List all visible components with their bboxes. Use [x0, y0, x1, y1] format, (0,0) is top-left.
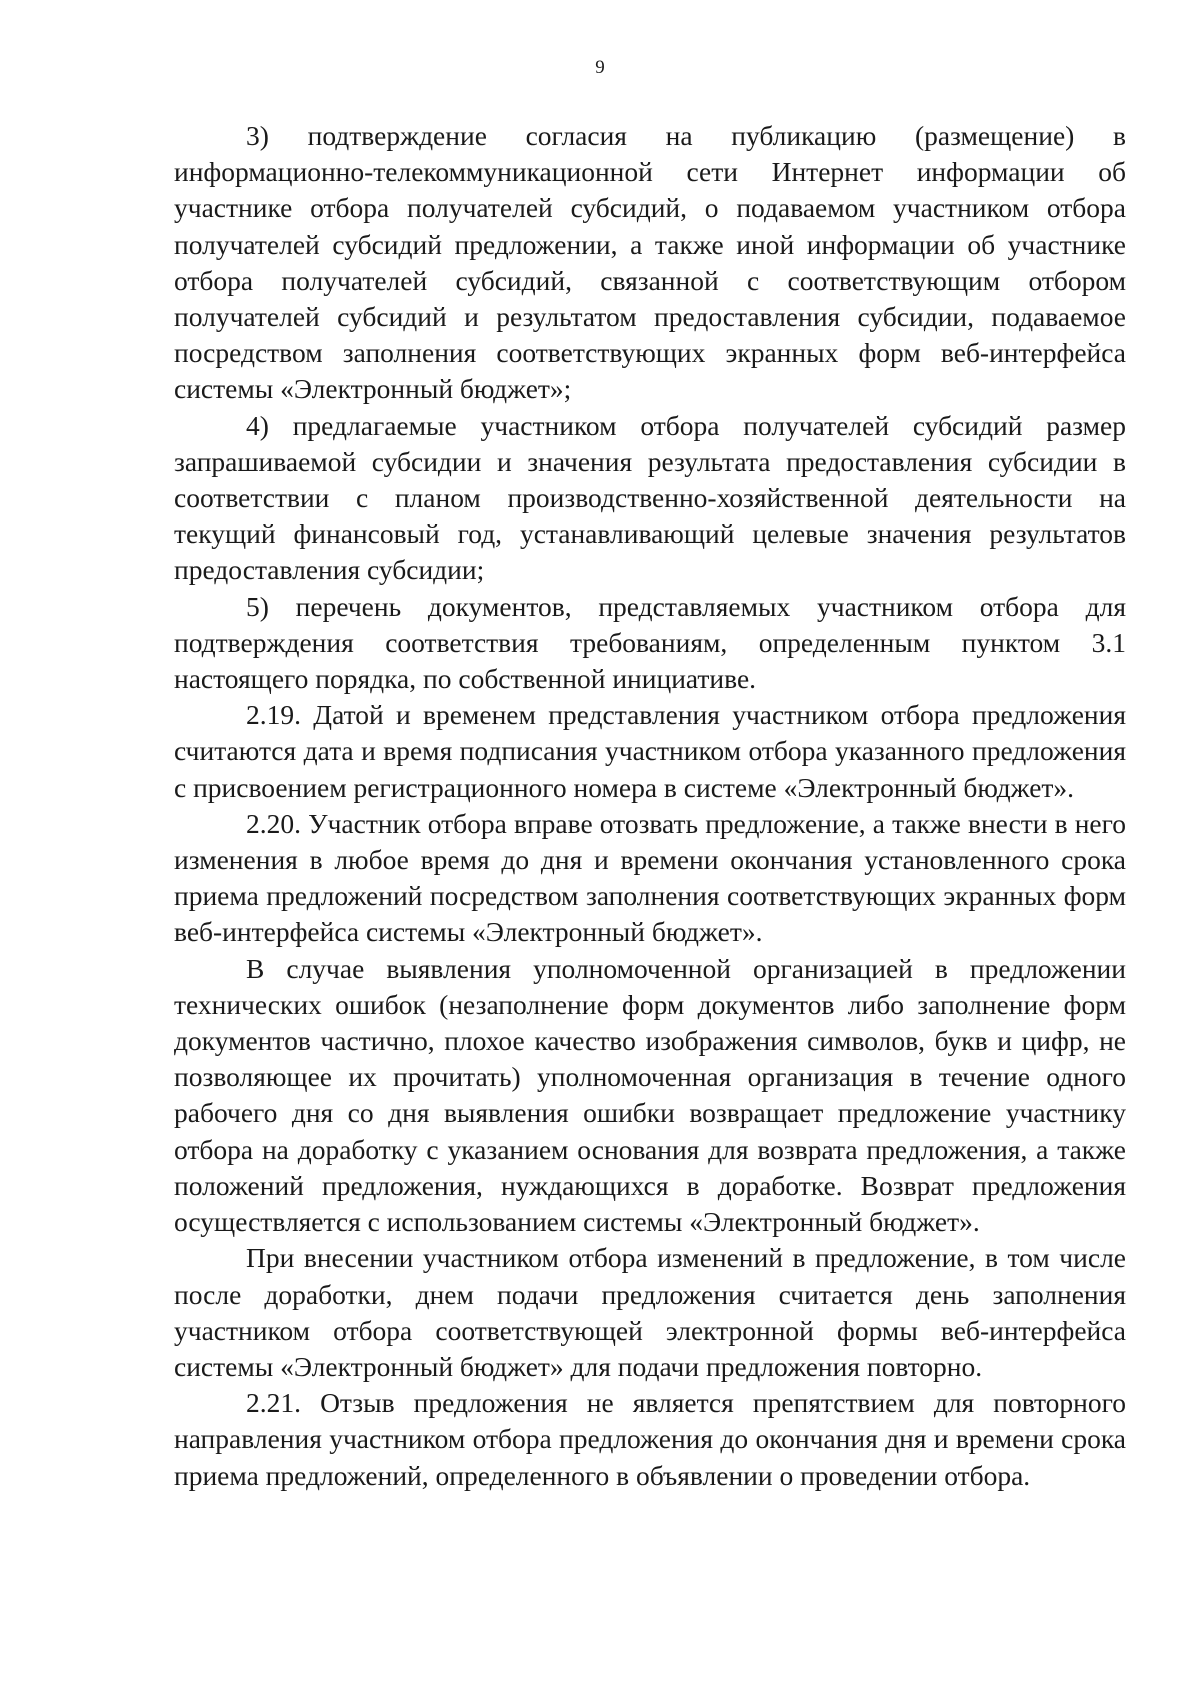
- paragraph-clause-2-19: 2.19. Датой и временем представления участником отбора предложения считаются дата и время подписания участником отбора указанного предложения с присвоением регистрационного номера в системе «Электронный бюджет».: [174, 699, 1126, 803]
- paragraph-clause-2-21: 2.21. Отзыв предложения не является препятствием для повторного направления участником отбора предложения до окончания дня и времени срока приема предложений, определенного в объявлении о проведении отбора.: [174, 1387, 1126, 1491]
- paragraph-item-5-document-list: 5) перечень документов, представляемых участником отбора для подтверждения соответствия требованиям, определенным пунктом 3.1 настоящего порядка, по собственной инициативе.: [174, 590, 1126, 695]
- page-number: 9: [595, 57, 605, 78]
- paragraph-item-4-subsidy-size: 4) предлагаемые участником отбора получателей субсидий размер запрашиваемой субсидии и значения результата предоставления субсидии в соответствии с планом производственно-хозяйственной деятельности на текущий финансовый год, устанавливающий целевые значения результатов предоставления субсидии;: [174, 409, 1126, 586]
- paragraph-technical-errors: В случае выявления уполномоченной организацией в предложении технических ошибок (незаполнение форм документов либо заполнение форм документов частично, плохое качество изображения символов, букв и цифр, не позволяющее их прочитать) уполномоченная организация в течение одного рабочего дня со дня выявления ошибки возвращает предложение участнику отбора на доработку с указанием основания для возврата предложения, а также положений предложения, нуждающихся в доработке. Возврат предложения осуществляется с использованием системы «Электронный бюджет».: [174, 952, 1126, 1238]
- paragraph-clause-2-20: 2.20. Участник отбора вправе отозвать предложение, а также внести в него изменения в любое время до дня и времени окончания установленного срока приема предложений посредством заполнения соответствующих экранных форм веб-интерфейса системы «Электронный бюджет».: [174, 807, 1126, 948]
- paragraph-item-3-consent: 3) подтверждение согласия на публикацию (размещение) в информационно-телекоммуникационной сети Интернет информации об участнике отбора получателей субсидий, о подаваемом участником отбора получателей субсидий предложении, а также иной информации об участнике отбора получателей субсидий, связанной с соответствующим отбором получателей субсидий и результатом предоставления субсидии, подаваемое посредством заполнения соответствующих экранных форм веб-интерфейса системы «Электронный бюджет»;: [174, 120, 1126, 405]
- paragraph-changes-submission: При внесении участником отбора изменений в предложение, в том числе после доработки, днем подачи предложения считается день заполнения участником отбора соответствующей электронной формы веб-интерфейса системы «Электронный бюджет» для подачи предложения повторно.: [174, 1242, 1126, 1382]
- document-body: [174, 118, 1126, 1494]
